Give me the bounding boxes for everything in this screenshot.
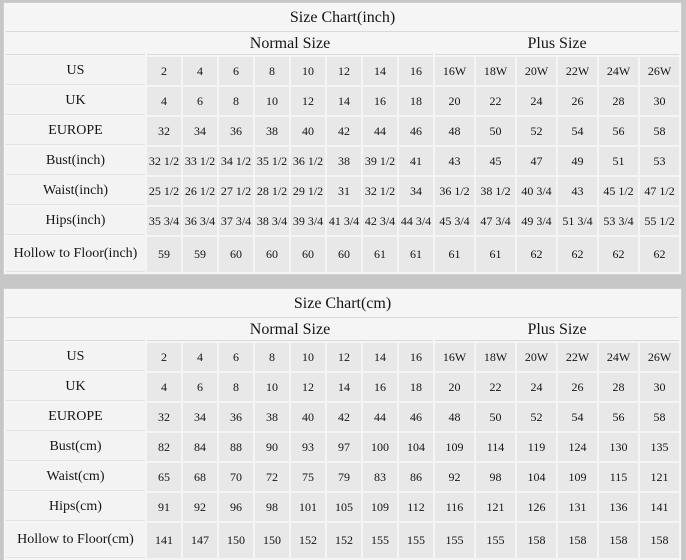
size-value-cell: 2 bbox=[147, 343, 181, 371]
size-value-cell: 155 bbox=[363, 523, 397, 558]
size-value-cell: 6 bbox=[183, 373, 217, 401]
size-value-cell: 8 bbox=[219, 87, 253, 115]
table-row bbox=[6, 523, 679, 558]
size-value-cell: 59 bbox=[147, 237, 181, 272]
size-value-cell: 6 bbox=[183, 87, 217, 115]
size-value-cell: 112 bbox=[399, 493, 433, 521]
size-value-cell: 26 bbox=[558, 373, 597, 401]
size-value-cell: 126 bbox=[517, 493, 556, 521]
size-chart-inch bbox=[4, 3, 681, 274]
size-value-cell: 92 bbox=[435, 463, 474, 491]
size-value-cell: 12 bbox=[291, 87, 325, 115]
size-value-cell: 18 bbox=[399, 373, 433, 401]
size-value-cell: 16W bbox=[435, 343, 474, 371]
size-value-cell: 32 1/2 bbox=[147, 147, 181, 175]
size-value-cell: 36 bbox=[219, 117, 253, 145]
size-value-cell: 88 bbox=[219, 433, 253, 461]
size-value-cell: 104 bbox=[399, 433, 433, 461]
row-label: UK bbox=[6, 373, 145, 401]
chart-title-inch: Size Chart(inch) bbox=[6, 5, 679, 32]
group-header-normal-size: Normal Size bbox=[147, 34, 433, 55]
size-value-cell: 109 bbox=[558, 463, 597, 491]
size-value-cell: 58 bbox=[640, 403, 679, 431]
size-value-cell: 54 bbox=[558, 117, 597, 145]
size-value-cell: 82 bbox=[147, 433, 181, 461]
size-value-cell: 24 bbox=[517, 87, 556, 115]
row-label: EUROPE bbox=[6, 403, 145, 431]
size-value-cell: 61 bbox=[399, 237, 433, 272]
size-value-cell: 105 bbox=[327, 493, 361, 521]
size-value-cell: 141 bbox=[640, 493, 679, 521]
size-value-cell: 6 bbox=[219, 343, 253, 371]
size-value-cell: 26W bbox=[640, 57, 679, 85]
row-label: Hips(cm) bbox=[6, 493, 145, 521]
size-value-cell: 24W bbox=[599, 343, 638, 371]
table-row bbox=[6, 343, 679, 371]
size-value-cell: 22 bbox=[476, 87, 515, 115]
size-value-cell: 53 bbox=[640, 147, 679, 175]
size-value-cell: 62 bbox=[640, 237, 679, 272]
size-value-cell: 115 bbox=[599, 463, 638, 491]
size-value-cell: 40 bbox=[291, 117, 325, 145]
column-group-row bbox=[6, 320, 679, 341]
table-row bbox=[6, 57, 679, 85]
size-value-cell: 121 bbox=[640, 463, 679, 491]
row-label: Hollow to Floor(cm) bbox=[6, 523, 145, 558]
row-label: US bbox=[6, 343, 145, 371]
corner-cell bbox=[6, 320, 145, 341]
size-value-cell: 98 bbox=[255, 493, 289, 521]
size-value-cell: 37 3/4 bbox=[219, 207, 253, 235]
table-row bbox=[6, 237, 679, 272]
size-value-cell: 18 bbox=[399, 87, 433, 115]
size-value-cell: 136 bbox=[599, 493, 638, 521]
size-value-cell: 97 bbox=[327, 433, 361, 461]
size-value-cell: 32 1/2 bbox=[363, 177, 397, 205]
row-label: Bust(cm) bbox=[6, 433, 145, 461]
size-value-cell: 14 bbox=[363, 343, 397, 371]
size-value-cell: 70 bbox=[219, 463, 253, 491]
size-value-cell: 58 bbox=[640, 117, 679, 145]
size-value-cell: 150 bbox=[255, 523, 289, 558]
size-value-cell: 28 bbox=[599, 373, 638, 401]
size-value-cell: 32 bbox=[147, 117, 181, 145]
size-value-cell: 59 bbox=[183, 237, 217, 272]
size-value-cell: 40 3/4 bbox=[517, 177, 556, 205]
size-value-cell: 116 bbox=[435, 493, 474, 521]
group-header-normal-size: Normal Size bbox=[147, 320, 433, 341]
size-value-cell: 43 bbox=[558, 177, 597, 205]
row-label: EUROPE bbox=[6, 117, 145, 145]
size-value-cell: 29 1/2 bbox=[291, 177, 325, 205]
size-value-cell: 14 bbox=[327, 373, 361, 401]
size-value-cell: 35 3/4 bbox=[147, 207, 181, 235]
size-value-cell: 34 bbox=[183, 403, 217, 431]
size-value-cell: 49 bbox=[558, 147, 597, 175]
table-row bbox=[6, 177, 679, 205]
size-value-cell: 52 bbox=[517, 117, 556, 145]
size-value-cell: 35 1/2 bbox=[255, 147, 289, 175]
size-value-cell: 46 bbox=[399, 403, 433, 431]
size-value-cell: 6 bbox=[219, 57, 253, 85]
size-value-cell: 47 3/4 bbox=[476, 207, 515, 235]
size-value-cell: 28 bbox=[599, 87, 638, 115]
size-value-cell: 20 bbox=[435, 87, 474, 115]
size-value-cell: 60 bbox=[219, 237, 253, 272]
size-value-cell: 10 bbox=[255, 87, 289, 115]
size-value-cell: 130 bbox=[599, 433, 638, 461]
size-value-cell: 60 bbox=[291, 237, 325, 272]
size-value-cell: 8 bbox=[255, 343, 289, 371]
size-value-cell: 22W bbox=[558, 343, 597, 371]
size-value-cell: 25 1/2 bbox=[147, 177, 181, 205]
size-value-cell: 155 bbox=[476, 523, 515, 558]
size-value-cell: 28 1/2 bbox=[255, 177, 289, 205]
size-value-cell: 109 bbox=[435, 433, 474, 461]
size-value-cell: 22W bbox=[558, 57, 597, 85]
size-value-cell: 42 3/4 bbox=[363, 207, 397, 235]
size-value-cell: 20W bbox=[517, 57, 556, 85]
table-row bbox=[6, 463, 679, 491]
size-value-cell: 46 bbox=[399, 117, 433, 145]
group-header-plus-size: Plus Size bbox=[435, 320, 679, 341]
table-row bbox=[6, 433, 679, 461]
table-row bbox=[6, 147, 679, 175]
size-value-cell: 84 bbox=[183, 433, 217, 461]
size-value-cell: 48 bbox=[435, 117, 474, 145]
size-value-cell: 4 bbox=[147, 373, 181, 401]
size-value-cell: 12 bbox=[327, 343, 361, 371]
size-value-cell: 62 bbox=[558, 237, 597, 272]
size-value-cell: 36 bbox=[219, 403, 253, 431]
size-value-cell: 38 3/4 bbox=[255, 207, 289, 235]
size-value-cell: 33 1/2 bbox=[183, 147, 217, 175]
size-value-cell: 16 bbox=[399, 343, 433, 371]
group-header-plus-size: Plus Size bbox=[435, 34, 679, 55]
size-value-cell: 14 bbox=[327, 87, 361, 115]
size-value-cell: 30 bbox=[640, 373, 679, 401]
size-value-cell: 38 1/2 bbox=[476, 177, 515, 205]
size-value-cell: 45 3/4 bbox=[435, 207, 474, 235]
size-value-cell: 158 bbox=[517, 523, 556, 558]
table-title-row bbox=[6, 5, 679, 32]
size-value-cell: 56 bbox=[599, 117, 638, 145]
size-value-cell: 100 bbox=[363, 433, 397, 461]
size-value-cell: 147 bbox=[183, 523, 217, 558]
size-value-cell: 61 bbox=[363, 237, 397, 272]
row-label: UK bbox=[6, 87, 145, 115]
row-label: Hips(inch) bbox=[6, 207, 145, 235]
size-value-cell: 14 bbox=[363, 57, 397, 85]
size-value-cell: 75 bbox=[291, 463, 325, 491]
size-value-cell: 62 bbox=[599, 237, 638, 272]
size-value-cell: 155 bbox=[399, 523, 433, 558]
size-value-cell: 98 bbox=[476, 463, 515, 491]
size-value-cell: 49 3/4 bbox=[517, 207, 556, 235]
size-value-cell: 91 bbox=[147, 493, 181, 521]
size-value-cell: 55 1/2 bbox=[640, 207, 679, 235]
size-value-cell: 114 bbox=[476, 433, 515, 461]
size-value-cell: 41 3/4 bbox=[327, 207, 361, 235]
size-value-cell: 68 bbox=[183, 463, 217, 491]
table-row bbox=[6, 117, 679, 145]
size-value-cell: 39 3/4 bbox=[291, 207, 325, 235]
size-value-cell: 8 bbox=[219, 373, 253, 401]
size-value-cell: 36 3/4 bbox=[183, 207, 217, 235]
size-value-cell: 158 bbox=[558, 523, 597, 558]
size-value-cell: 152 bbox=[291, 523, 325, 558]
row-label: Hollow to Floor(inch) bbox=[6, 237, 145, 272]
row-label: Waist(cm) bbox=[6, 463, 145, 491]
size-value-cell: 4 bbox=[183, 57, 217, 85]
size-value-cell: 86 bbox=[399, 463, 433, 491]
size-value-cell: 40 bbox=[291, 403, 325, 431]
size-value-cell: 16 bbox=[363, 373, 397, 401]
size-value-cell: 45 bbox=[476, 147, 515, 175]
size-value-cell: 34 1/2 bbox=[219, 147, 253, 175]
size-value-cell: 65 bbox=[147, 463, 181, 491]
size-value-cell: 52 bbox=[517, 403, 556, 431]
table-row bbox=[6, 373, 679, 401]
size-value-cell: 53 3/4 bbox=[599, 207, 638, 235]
size-value-cell: 32 bbox=[147, 403, 181, 431]
table-row bbox=[6, 403, 679, 431]
size-value-cell: 42 bbox=[327, 117, 361, 145]
size-value-cell: 20W bbox=[517, 343, 556, 371]
size-value-cell: 61 bbox=[476, 237, 515, 272]
size-value-cell: 54 bbox=[558, 403, 597, 431]
size-value-cell: 62 bbox=[517, 237, 556, 272]
size-value-cell: 90 bbox=[255, 433, 289, 461]
size-value-cell: 12 bbox=[327, 57, 361, 85]
size-value-cell: 60 bbox=[327, 237, 361, 272]
size-value-cell: 131 bbox=[558, 493, 597, 521]
size-value-cell: 158 bbox=[640, 523, 679, 558]
size-value-cell: 16 bbox=[399, 57, 433, 85]
size-value-cell: 155 bbox=[435, 523, 474, 558]
size-value-cell: 10 bbox=[291, 57, 325, 85]
size-value-cell: 51 bbox=[599, 147, 638, 175]
size-value-cell: 141 bbox=[147, 523, 181, 558]
size-value-cell: 12 bbox=[291, 373, 325, 401]
column-group-row bbox=[6, 34, 679, 55]
size-value-cell: 36 1/2 bbox=[291, 147, 325, 175]
size-value-cell: 16W bbox=[435, 57, 474, 85]
size-value-cell: 152 bbox=[327, 523, 361, 558]
table-row bbox=[6, 207, 679, 235]
size-value-cell: 47 1/2 bbox=[640, 177, 679, 205]
size-value-cell: 124 bbox=[558, 433, 597, 461]
row-label: Waist(inch) bbox=[6, 177, 145, 205]
size-value-cell: 26W bbox=[640, 343, 679, 371]
size-value-cell: 24W bbox=[599, 57, 638, 85]
corner-cell bbox=[6, 34, 145, 55]
size-value-cell: 96 bbox=[219, 493, 253, 521]
size-value-cell: 18W bbox=[476, 57, 515, 85]
size-value-cell: 27 1/2 bbox=[219, 177, 253, 205]
size-value-cell: 4 bbox=[183, 343, 217, 371]
size-value-cell: 34 bbox=[399, 177, 433, 205]
size-value-cell: 26 1/2 bbox=[183, 177, 217, 205]
size-value-cell: 2 bbox=[147, 57, 181, 85]
size-value-cell: 121 bbox=[476, 493, 515, 521]
size-value-cell: 34 bbox=[183, 117, 217, 145]
size-value-cell: 56 bbox=[599, 403, 638, 431]
size-value-cell: 42 bbox=[327, 403, 361, 431]
row-label: US bbox=[6, 57, 145, 85]
table-title-row bbox=[6, 291, 679, 318]
size-value-cell: 24 bbox=[517, 373, 556, 401]
size-value-cell: 45 1/2 bbox=[599, 177, 638, 205]
size-value-cell: 51 3/4 bbox=[558, 207, 597, 235]
size-value-cell: 43 bbox=[435, 147, 474, 175]
size-value-cell: 18W bbox=[476, 343, 515, 371]
size-value-cell: 101 bbox=[291, 493, 325, 521]
size-table-inch bbox=[4, 3, 681, 274]
size-value-cell: 150 bbox=[219, 523, 253, 558]
size-value-cell: 79 bbox=[327, 463, 361, 491]
size-value-cell: 36 1/2 bbox=[435, 177, 474, 205]
size-value-cell: 83 bbox=[363, 463, 397, 491]
size-value-cell: 44 bbox=[363, 117, 397, 145]
size-value-cell: 16 bbox=[363, 87, 397, 115]
size-value-cell: 30 bbox=[640, 87, 679, 115]
size-value-cell: 47 bbox=[517, 147, 556, 175]
size-value-cell: 50 bbox=[476, 117, 515, 145]
size-value-cell: 92 bbox=[183, 493, 217, 521]
size-value-cell: 4 bbox=[147, 87, 181, 115]
size-value-cell: 135 bbox=[640, 433, 679, 461]
size-value-cell: 38 bbox=[255, 403, 289, 431]
size-value-cell: 44 3/4 bbox=[399, 207, 433, 235]
size-value-cell: 31 bbox=[327, 177, 361, 205]
row-label: Bust(inch) bbox=[6, 147, 145, 175]
size-value-cell: 39 1/2 bbox=[363, 147, 397, 175]
size-value-cell: 50 bbox=[476, 403, 515, 431]
size-value-cell: 61 bbox=[435, 237, 474, 272]
size-value-cell: 72 bbox=[255, 463, 289, 491]
size-table-cm bbox=[4, 289, 681, 560]
size-value-cell: 20 bbox=[435, 373, 474, 401]
size-value-cell: 38 bbox=[327, 147, 361, 175]
table-row bbox=[6, 493, 679, 521]
size-value-cell: 109 bbox=[363, 493, 397, 521]
size-value-cell: 48 bbox=[435, 403, 474, 431]
size-value-cell: 38 bbox=[255, 117, 289, 145]
size-value-cell: 93 bbox=[291, 433, 325, 461]
size-value-cell: 60 bbox=[255, 237, 289, 272]
size-value-cell: 44 bbox=[363, 403, 397, 431]
size-value-cell: 26 bbox=[558, 87, 597, 115]
size-value-cell: 10 bbox=[255, 373, 289, 401]
table-row bbox=[6, 87, 679, 115]
size-value-cell: 158 bbox=[599, 523, 638, 558]
size-value-cell: 10 bbox=[291, 343, 325, 371]
size-value-cell: 104 bbox=[517, 463, 556, 491]
size-value-cell: 41 bbox=[399, 147, 433, 175]
size-chart-cm bbox=[4, 289, 681, 560]
size-value-cell: 22 bbox=[476, 373, 515, 401]
size-value-cell: 8 bbox=[255, 57, 289, 85]
size-value-cell: 119 bbox=[517, 433, 556, 461]
chart-title-cm: Size Chart(cm) bbox=[6, 291, 679, 318]
